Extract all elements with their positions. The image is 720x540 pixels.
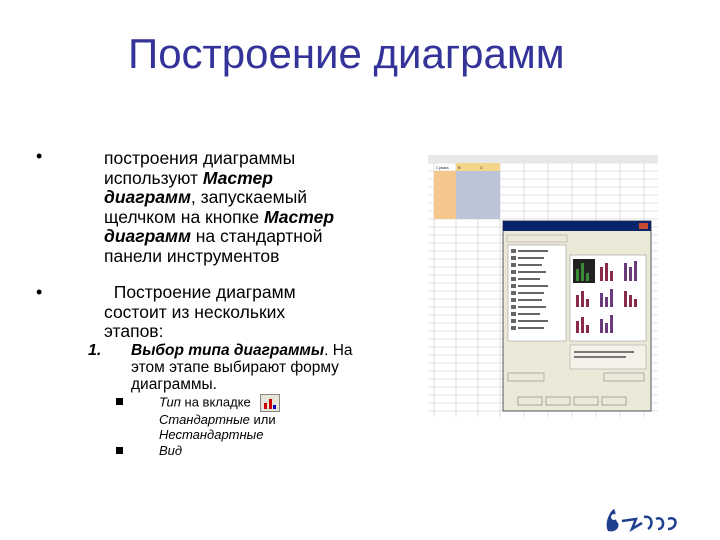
bullet-1-part: Мастер диаграмм <box>104 167 273 207</box>
sub-1-part: Тип <box>159 394 181 410</box>
slide-title: Построение диаграмм <box>128 30 565 77</box>
sub-1-part: или <box>249 412 276 427</box>
bullet-1-part: Мастер диаграмм <box>104 206 335 246</box>
bullet-1-part: построения диаграммы используют <box>104 148 296 188</box>
bullet-1-part: , запускаемый щелчком на кнопке <box>104 187 308 227</box>
numbered-head: Выбор типа диаграммы <box>131 342 325 359</box>
bullet-dot: • <box>36 146 43 166</box>
university-logo <box>602 505 692 535</box>
sub-1-part: Нестандартные <box>159 427 264 442</box>
bullet-1-text <box>104 149 344 266</box>
bullet-1-part: на стандартной панели инструментов <box>104 226 323 266</box>
numbered-index: 1. <box>88 342 102 359</box>
numbered-rest: . На этом этапе выбирают форму диаграммы. <box>131 342 353 393</box>
chart-wizard-screenshot <box>428 155 658 417</box>
sub-1-part: Стандартные <box>159 412 250 427</box>
sub-1-part: на вкладке <box>180 394 255 410</box>
sub-item-2: Вид <box>159 443 183 458</box>
sub-item-1 <box>159 394 379 442</box>
square-bullet <box>116 398 123 405</box>
numbered-item-text <box>131 342 371 393</box>
svg-text:В: В <box>458 165 461 170</box>
svg-text:Сумма: Сумма <box>436 165 449 170</box>
bullet-dot: • <box>36 282 43 302</box>
square-bullet <box>116 447 123 454</box>
bullet-2-text: Построение диаграмм состоит из нескольких этапов: <box>104 282 301 341</box>
chart-wizard-icon <box>260 394 280 412</box>
svg-text:С: С <box>480 165 483 170</box>
